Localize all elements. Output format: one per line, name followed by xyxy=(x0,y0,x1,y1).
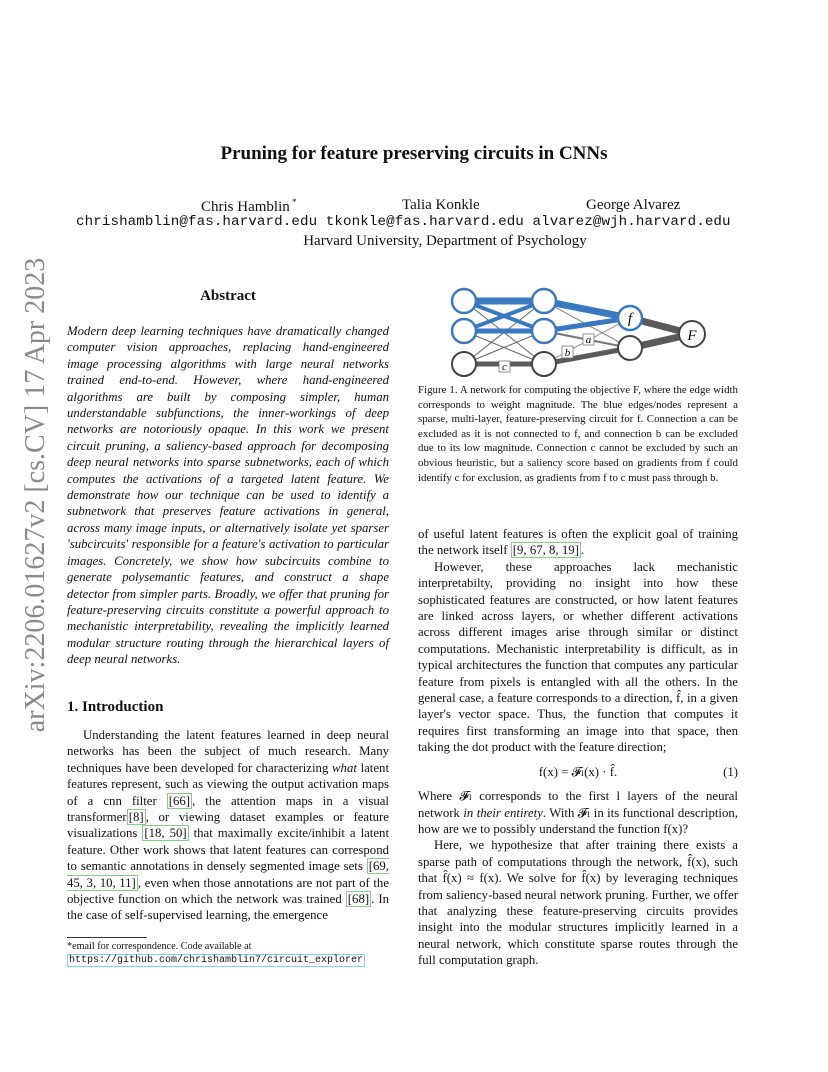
intro-text: . In the case of self-supervised learning, the emergence xyxy=(67,892,389,923)
author-3: George Alvarez xyxy=(586,197,681,213)
footnote-text: *email for correspondence. Code available at xyxy=(67,941,252,952)
intro-emphasis: what xyxy=(332,760,357,775)
body-text: Where 𝓕ₗ corresponds to the first l layers of the neural network xyxy=(418,789,738,820)
affiliation: Harvard University, Department of Psychology xyxy=(303,233,587,249)
author-footnote-mark: * xyxy=(289,197,297,207)
author-name: Chris Hamblin xyxy=(201,199,290,215)
figure-1-caption: Figure 1. A network for computing the objective F, where the edge width corresponds to weight magnitude. The blue edges/nodes represent a sparse, multi-layer, feature-preserving circuit for f. Connection a can be excluded as it is not connected to f, and connection b can be excluded due to its low magnitude. Connection c cannot be excluded by such an obvious heuristic, but a saliency score based on gradients from f could identify c for exclusion, as gradients from f to c must pass through b. xyxy=(418,384,738,484)
label-c: c xyxy=(502,361,507,373)
arxiv-identifier: arXiv:2206.01627v2 [cs.CV] 17 Apr 2023 xyxy=(20,257,51,733)
section-heading-introduction: 1. Introduction xyxy=(67,699,164,715)
network-edges xyxy=(464,301,692,364)
equation-1 xyxy=(418,764,738,780)
equation-body: f(x) = 𝓕ₗ(x) · f̂. xyxy=(538,764,618,779)
body-paragraph: However, these approaches lack mechanistic interpretabilty, providing no insight into how these sophisticated features are constructed, or how latent features are linked across layers, or whether different activations across different images arise through similar or distinct computations. Mechanistic interpretability is difficult, as in typical architectures the function that computes any particular feature from pixels is entangled with all the others. In the general case, a feature corresponds to a direction, f̂, in a given layer's vector space. Thus, the function that computes it requires first transforming an image into that space, then taking the dot product with the feature direction; xyxy=(418,559,738,755)
figure-1-network-diagram xyxy=(440,282,720,378)
node xyxy=(452,352,476,376)
label-f: f xyxy=(627,311,633,327)
author-emails: chrishamblin@fas.harvard.edu tkonkle@fas.harvard.edu alvarez@wjh.harvard.edu xyxy=(76,214,731,230)
abstract-text: Modern deep learning techniques have dramatically changed computer vision approaches, replacing hand-engineered image processing algorithms with large neural networks trained end-to-end. However, where hand-engineered algorithms are built by composing simpler, human understandable subfunctions, the inner-workings of deep networks are notoriously opaque. In this work we present circuit pruning, a saliency-based approach for decomposing deep neural networks into sparse subnetworks, each of which computes the activations of a targeted latent feature. We demonstrate how our technique can be used to identify a subnetwork that preserves feature activations in general, across many image inputs, or alternatively isolate yet sparser 'subcircuits' responsible for a feature's activation to particular images. Concretely, we show how subcircuits combine to generate polysemantic features, and construct a shape detector from simpler parts. Broadly, we offer that pruning for feature-preserving circuits constitute a powerful approach to mechanistic interpretability, revealing the implicitly learned modular structure routing through the hierarchical layers of deep neural networks. xyxy=(67,324,389,667)
node-circuit xyxy=(532,289,556,313)
paper-title: Pruning for feature preserving circuits in CNNs xyxy=(220,143,608,164)
node xyxy=(618,336,642,360)
edge xyxy=(544,348,630,364)
intro-text: Understanding the latent features learned in deep neural networks has been the subject of much research. Many techniques have been developed for characterizing xyxy=(67,728,389,775)
body-text: . With 𝓕ₗ in its functional description, how are we to possibly understand the function f(x)? xyxy=(418,805,738,836)
intro-text: , the attention maps in a visual transformer xyxy=(67,793,389,825)
body-text: of useful latent features is often the explicit goal of training the network itself xyxy=(418,527,738,558)
label-a: a xyxy=(585,334,592,346)
citation-link[interactable]: [69, 45, 3, 10, 11] xyxy=(67,859,389,890)
label-F: F xyxy=(687,328,697,344)
node-circuit xyxy=(452,319,476,343)
body-text: . xyxy=(580,543,585,558)
citation-link[interactable]: [9, 67, 8, 19] xyxy=(512,543,579,558)
intro-text: , or viewing dataset examples or feature visualizations xyxy=(67,810,389,841)
code-link[interactable]: https://github.com/chrishamblin7/circuit_explorer xyxy=(69,955,364,966)
intro-text: that maximally excite/inhibit a latent feature. Other work shows that latent features can correspond to semantic annotations in densely segmented image sets xyxy=(67,826,389,874)
abstract-heading: Abstract xyxy=(200,288,256,304)
node-circuit xyxy=(532,319,556,343)
label-b: b xyxy=(564,347,571,359)
body-emphasis: in their entirety xyxy=(463,805,543,820)
citation-link[interactable]: [18, 50] xyxy=(144,826,187,841)
equation-number: (1) xyxy=(723,764,738,779)
citation-link[interactable]: [68] xyxy=(347,892,370,907)
citation-link[interactable]: [66] xyxy=(168,793,191,808)
footnote xyxy=(67,940,389,967)
footnote-rule xyxy=(67,937,147,938)
node-circuit xyxy=(452,289,476,313)
author-2: Talia Konkle xyxy=(402,197,480,213)
body-paragraph: Here, we hypothesize that after training there exists a sparse path of computations through the network, f̂(x), such that f̂(x) ≈ f(x). We solve for f̂(x) by leveraging techniques from saliency-based neural network pruning. Further, we offer that analyzing these feature-preserving circuits provides insight into the modular structures implicitly learned in a neural network, which constitute sparse routes through the full computation graph. xyxy=(418,838,738,968)
right-column-text xyxy=(418,526,738,969)
intro-text: latent features represent, such as viewing the output activation maps of a cnn filter xyxy=(67,760,389,808)
introduction-paragraph xyxy=(67,727,389,924)
citation-link[interactable]: [8] xyxy=(128,810,144,825)
node xyxy=(532,352,556,376)
intro-text: , even when those annotations are not part of the objective function on which the network was trained xyxy=(67,875,389,907)
